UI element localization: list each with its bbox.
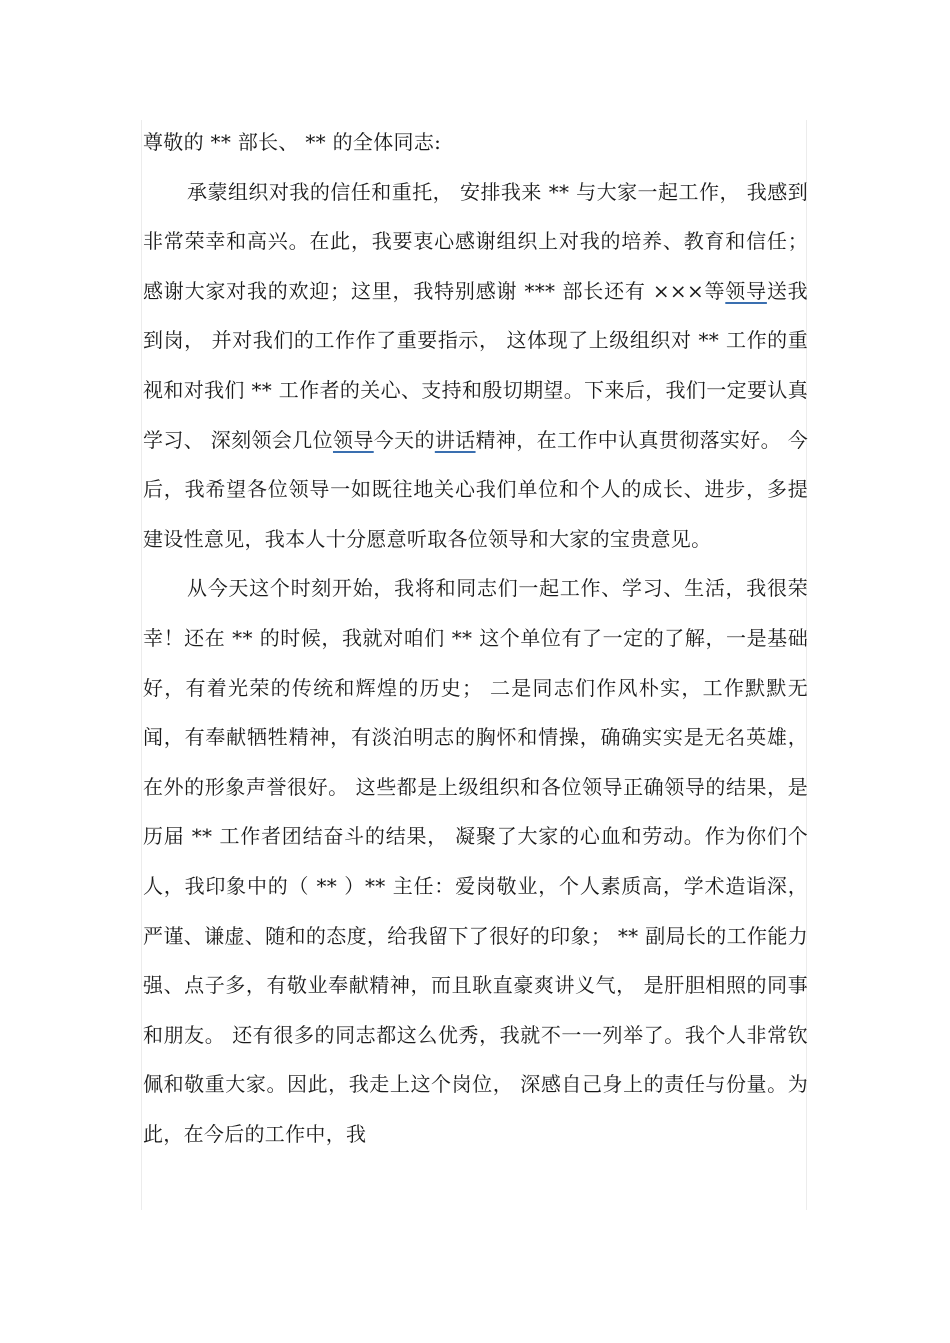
speech-link[interactable]: 讲话 <box>434 427 476 452</box>
paragraph-impressions: 从今天这个时刻开始，我将和同志们一起工作、学习、生活，我很荣幸！还在 ** 的时候，我就对咱们 ** 这个单位有了一定的了解，一是基础好，有着光荣的传统和辉煌的历史； 二是同志们作风朴实，工作默默无闻，有奉献牺牲精神，有淡泊明志的胸怀和情操，确确实实是无名英雄， 在外的形象声誉很好。 这些都是上级组织和各位领导正确领导的结果，是历届 ** 工作者团结奋斗的结果， 凝聚了大家的心血和劳动。作为你们个人，我印象中的（ ** ）** 主任：爱岗敬业，个人素质高，学术造诣深，严谨、谦虚、随和的态度，给我留下了很好的印象； ** 副局长的工作能力强、点子多，有敬业奉献精神，而且耿直豪爽讲义气， 是肝胆相照的同事和朋友。 还有很多的同志都这么优秀，我就不一一列举了。我个人非常钦佩和敬重大家。因此，我走上这个岗位， 深感自己身上的责任与份量。为此，在今后的工作中，我 <box>143 576 808 1146</box>
page-left-edge <box>141 120 142 1210</box>
paragraph-thanks-text-3: 今天的 <box>373 427 435 452</box>
paragraph-thanks-text-2: 送我到岗， 并对我们的工作作了重要指示， 这体现了上级组织对 ** 工作的重视和对我们 ** 工作者的关心、支持和殷切期望。下来后，我们一定要认真学习、 深刻领会几位 <box>143 278 808 452</box>
paragraph-thanks-text-4: 精神，在工作中认真贯彻落实好。 今后，我希望各位领导一如既往地关心我们单位和个人的成长、进步，多提建设性意见，我本人十分愿意听取各位领导和大家的宝贵意见。 <box>143 427 808 551</box>
leader-link-2[interactable]: 领导 <box>332 427 374 452</box>
document-body <box>143 118 808 1159</box>
leader-link[interactable]: 领导 <box>725 278 767 303</box>
paragraph-thanks <box>143 168 808 565</box>
paragraph-thanks-text-1: 承蒙组织对我的信任和重托， 安排我来 ** 与大家一起工作， 我感到非常荣幸和高兴。在此，我要衷心感谢组织上对我的培养、教育和信任；感谢大家对我的欢迎；这里，我特别感谢 *** 部长还有 ×××等 <box>143 179 808 303</box>
salutation: 尊敬的 ** 部长、 ** 的全体同志: <box>143 130 442 154</box>
